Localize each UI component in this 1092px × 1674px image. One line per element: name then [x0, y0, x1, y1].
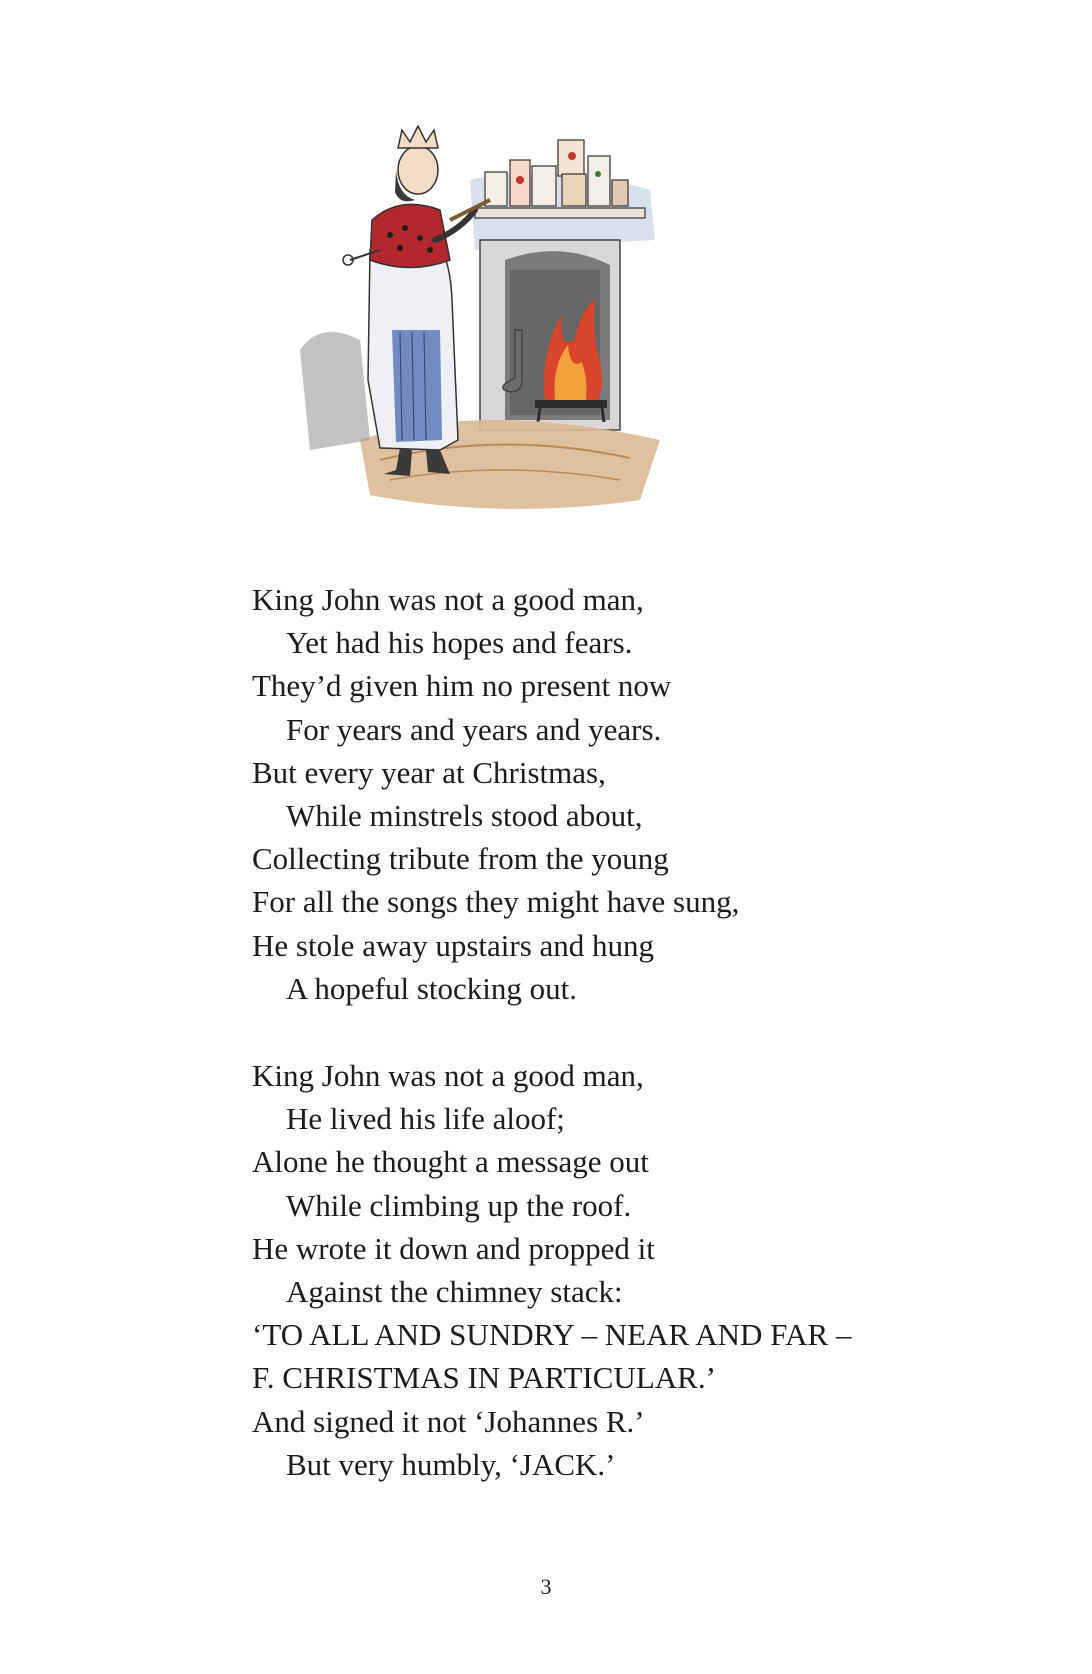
poem-line: And signed it not ‘Johannes R.’	[252, 1403, 645, 1439]
poem-line: Yet had his hopes and fears.	[286, 625, 633, 661]
poem-line: For all the songs they might have sung,	[252, 884, 740, 920]
poem-line: He wrote it down and propped it	[252, 1230, 655, 1266]
poem-line: Collecting tribute from the young	[252, 841, 669, 877]
poem-line: He lived his life aloof;	[286, 1101, 565, 1137]
poem-line: While minstrels stood about,	[286, 798, 643, 834]
poem	[252, 578, 1012, 1486]
poem-line: He stole away upstairs and hung	[252, 927, 655, 963]
poem-line: But every year at Christmas,	[252, 754, 606, 790]
poem-line: F. CHRISTMAS IN PARTICULAR.’	[252, 1360, 716, 1396]
page-number: 3	[540, 1574, 552, 1599]
poem-line: While climbing up the roof.	[286, 1187, 632, 1223]
poem-line: For years and years and years.	[286, 711, 662, 747]
poem-line: King John was not a good man,	[252, 582, 644, 617]
stanza-1	[252, 578, 1012, 1010]
illustration-king-john	[300, 100, 700, 540]
poem-line: But very humbly, ‘JACK.’	[286, 1446, 616, 1482]
poem-line: A hopeful stocking out.	[286, 970, 578, 1006]
stanza-2	[252, 1054, 1012, 1486]
poem-line: ‘TO ALL AND SUNDRY – NEAR AND FAR –	[252, 1317, 852, 1353]
poem-line: King John was not a good man,	[252, 1058, 644, 1094]
poem-line: Against the chimney stack:	[286, 1274, 623, 1310]
poem-line: Alone he thought a message out	[252, 1144, 649, 1180]
poem-line: They’d given him no present now	[252, 668, 672, 704]
christmas-cards	[485, 140, 628, 206]
